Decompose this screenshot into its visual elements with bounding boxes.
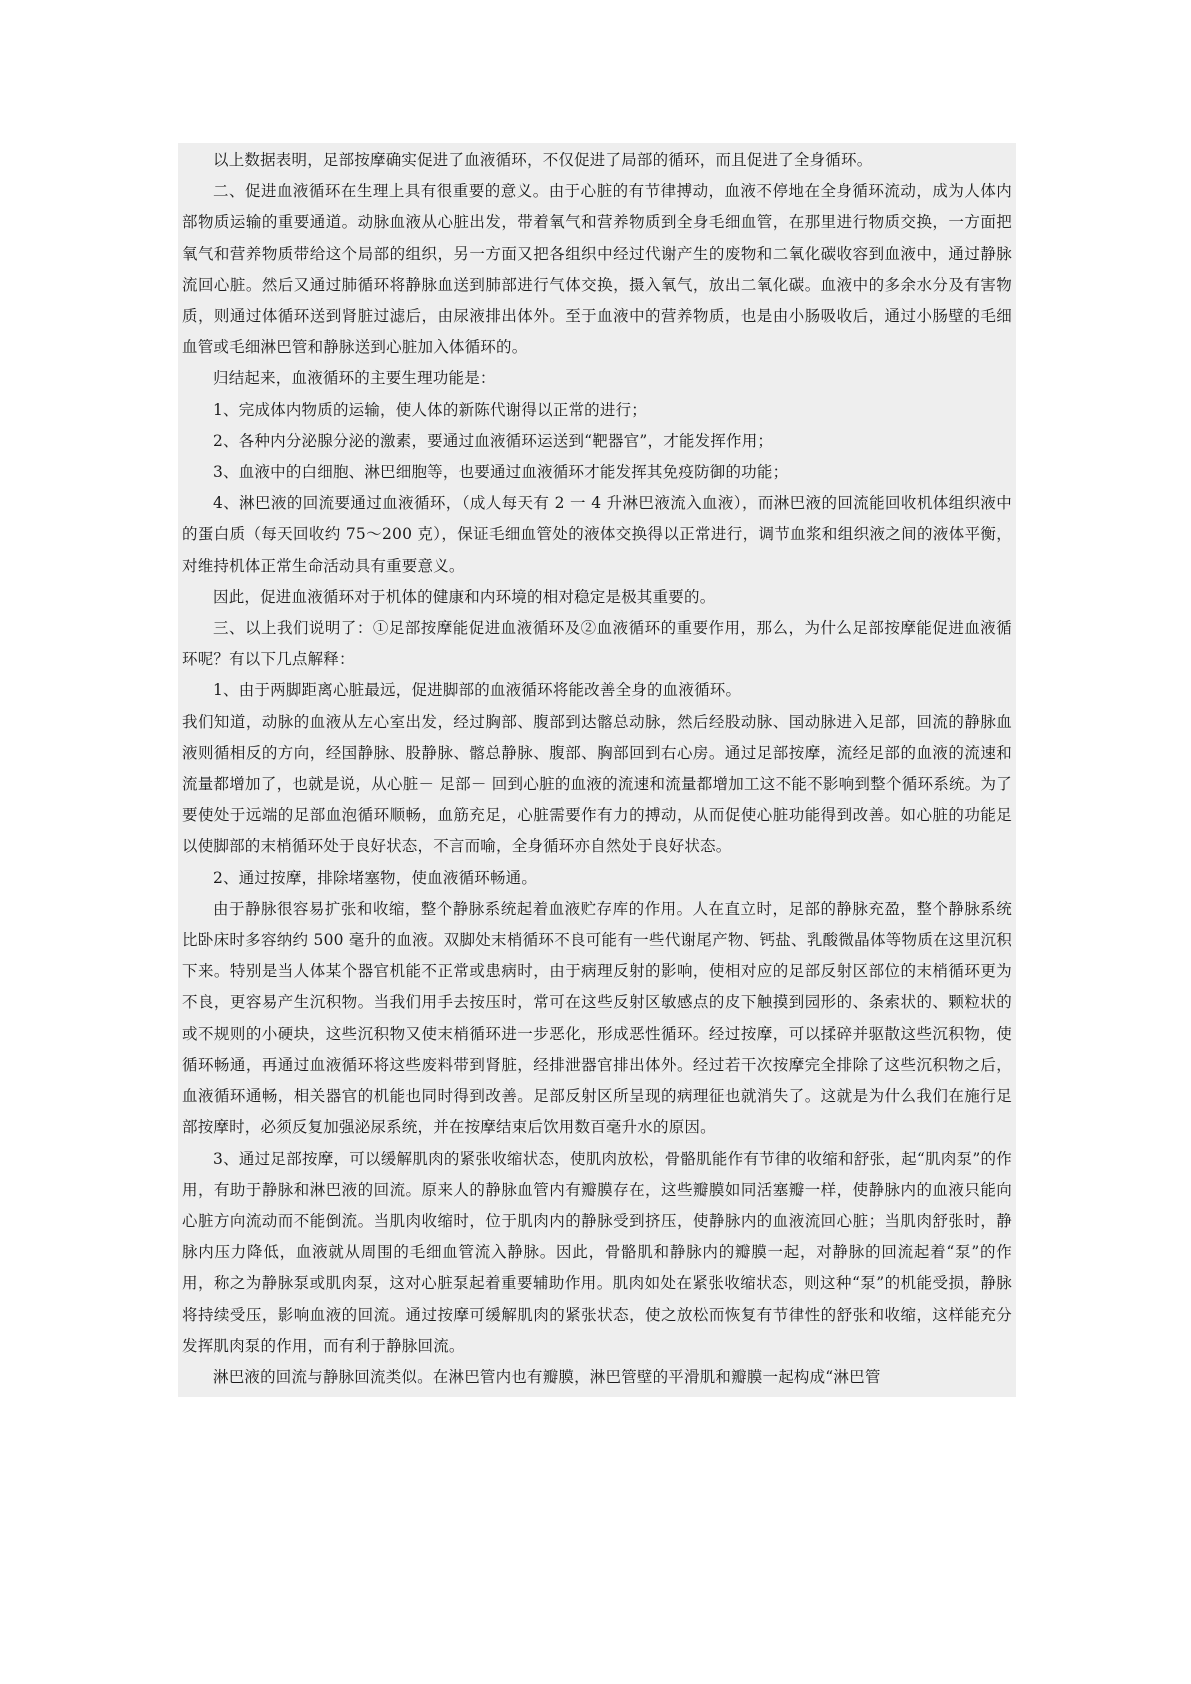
paragraph: 二、促进血液循环在生理上具有很重要的意义。由于心脏的有节律搏动，血液不停地在全身循环流动，成为人体内部物质运输的重要通道。动脉血液从心脏出发，带着氧气和营养物质到全身毛细血管，在那里进行物质交换，一方面把氧气和营养物质带给这个局部的组织，另一方面又把各组织中经过代谢产生的废物和二氧化碳收容到血液中，通过静脉流回心脏。然后又通过肺循环将静脉血送到肺部进行气体交换，摄入氧气，放出二氧化碳。血液中的多余水分及有害物质，则通过体循环送到肾脏过滤后，由尿液排出体外。至于血液中的营养物质，也是由小肠吸收后，通过小肠壁的毛细血管或毛细淋巴管和静脉送到心脏加入体循环的。: [182, 182, 1012, 357]
list-item: 1、完成体内物质的运输，使人体的新陈代谢得以正常的进行；: [213, 400, 647, 419]
paragraph: 因此，促进血液循环对于机体的健康和内环境的相对稳定是极其重要的。: [213, 587, 716, 606]
document-body: [178, 143, 1016, 1397]
list-item: 1、由于两脚距离心脏最远，促进脚部的血液循环将能改善全身的血液循环。: [213, 681, 742, 700]
paragraph: 我们知道，动脉的血液从左心室出发，经过胸部、腹部到达髂总动脉，然后经股动脉、国动脉进入足部，回流的静脉血液则循相反的方向，经国静脉、股静脉、髂总静脉、腹部、胸部回到右心房。通过足部按摩，流经足部的血液的流速和流量都增加了，也就是说，从心脏－ 足部－ 回到心脏的血液的流速和流量都增加工这不能不影响到整个循环系统。为了要使处于远端的足部血泡循环顺畅，血筋充足，心脏需要作有力的搏动，从而促使心脏功能得到改善。如心脏的功能足以使脚部的末梢循环处于良好状态，不言而喻，全身循环亦自然处于良好状态。: [182, 712, 1012, 856]
list-item: 3、通过足部按摩，可以缓解肌肉的紧张收缩状态，使肌肉放松，骨骼肌能作有节律的收缩和舒张，起“肌肉泵”的作用，有助于静脉和淋巴液的回流。原来人的静脉血管内有瓣膜存在，这些瓣膜如同活塞瓣一样，使静脉内的血液只能向心脏方向流动而不能倒流。当肌肉收缩时，位于肌肉内的静脉受到挤压，使静脉内的血液流回心脏；当肌肉舒张时，静脉内压力降低，血液就从周围的毛细血管流入静脉。因此，骨骼肌和静脉内的瓣膜一起，对静脉的回流起着“泵”的作用，称之为静脉泵或肌肉泵，这对心脏泵起着重要辅助作用。肌肉如处在紧张收缩状态，则这种“泵”的机能受损，静脉将持续受压，影响血液的回流。通过按摩可缓解肌肉的紧张状态，使之放松而恢复有节律性的舒张和收缩，这样能充分发挥肌肉泵的作用，而有利于静脉回流。: [182, 1149, 1012, 1355]
paragraph: 三、以上我们说明了：①足部按摩能促进血液循环及②血液循环的重要作用，那么，为什么足部按摩能促进血液循环呢？有以下几点解释：: [182, 619, 1012, 669]
list-item: 2、各种内分泌腺分泌的激素，要通过血液循环运送到“靶器官”，才能发挥作用；: [213, 431, 774, 450]
paragraph: 由于静脉很容易扩张和收缩，整个静脉系统起着血液贮存库的作用。人在直立时，足部的静脉充盈，整个静脉系统比卧床时多容纳约 500 毫升的血液。双脚处末梢循环不良可能有一些代谢尾产物、钙盐、乳酸微晶体等物质在这里沉积下来。特别是当人体某个器官机能不正常或患病时，由于病理反射的影响，使相对应的足部反射区部位的末梢循环更为不良，更容易产生沉积物。当我们用手去按压时，常可在这些反射区敏感点的皮下触摸到园形的、条索状的、颗粒状的或不规则的小硬块，这些沉积物又使末梢循环进一步恶化，形成恶性循环。经过按摩，可以揉碎并驱散这些沉积物，使循环畅通，再通过血液循环将这些废料带到肾脏，经排泄器官排出体外。经过若干次按摩完全排除了这些沉积物之后，血液循环通畅，相关器官的机能也同时得到改善。足部反射区所呈现的病理征也就消失了。这就是为什么我们在施行足部按摩时，必须反复加强泌尿系统，并在按摩结束后饮用数百毫升水的原因。: [182, 899, 1012, 1137]
list-item: 2、通过按摩，排除堵塞物，使血液循环畅通。: [213, 868, 538, 887]
paragraph: 以上数据表明，足部按摩确实促进了血液循环，不仅促进了局部的循环，而且促进了全身循环。: [213, 151, 873, 169]
list-item: 4、淋巴液的回流要通过血液循环，（成人每天有 2 一 4 升淋巴液流入血液），而淋巴液的回流能回收机体组织液中的蛋白质（每天回收约 75～200 克），保证毛细血管处的液体交换得以正常进行，调节血浆和组织液之间的液体平衡，对维持机体正常生命活动具有重要意义。: [182, 494, 1012, 575]
paragraph: 淋巴液的回流与静脉回流类似。在淋巴管内也有瓣膜，淋巴管壁的平滑肌和瓣膜一起构成“淋巴管: [213, 1367, 881, 1386]
list-item: 3、血液中的白细胞、淋巴细胞等，也要通过血液循环才能发挥其免疫防御的功能；: [213, 463, 789, 482]
paragraph: 归结起来，血液循环的主要生理功能是：: [213, 369, 496, 388]
